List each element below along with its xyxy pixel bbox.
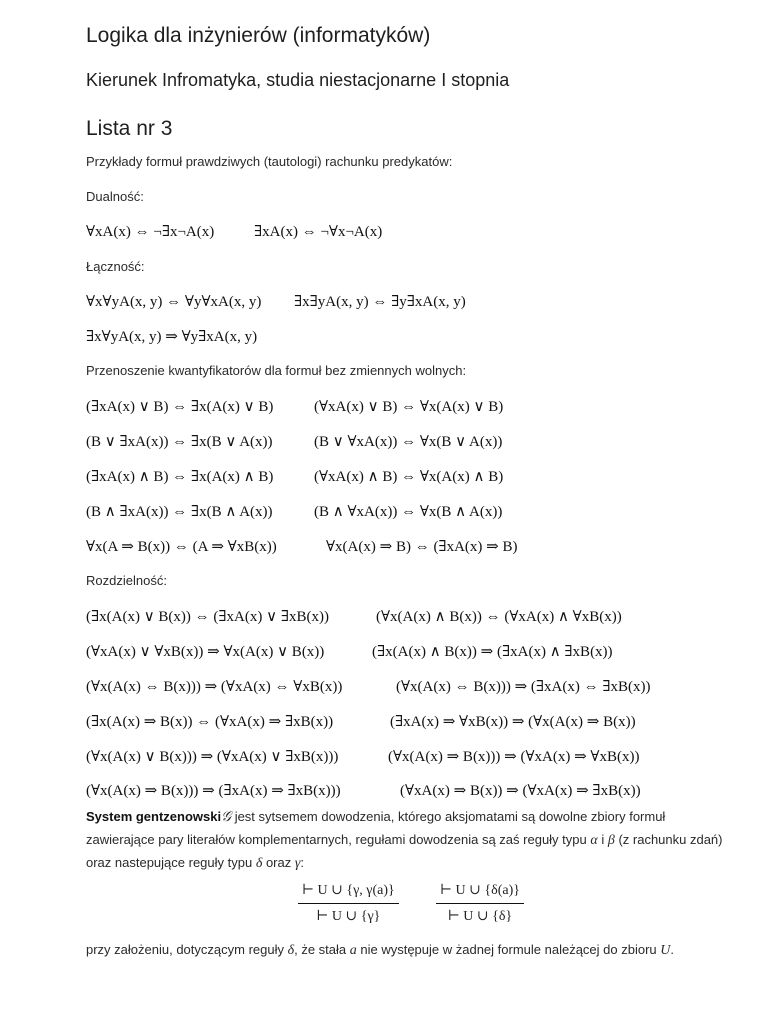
gentzen-system-term: System gentzenowski (86, 809, 222, 824)
delta-rule (436, 880, 524, 925)
moving-formula-b: (∀xA(x) ∨ B) ⇔ ∀x(A(x) ∨ B) (314, 399, 504, 415)
distributivity-label: Rozdzielność: (86, 573, 167, 588)
footer-text-3: nie występuje w żadnej formule należącej do zbioru (356, 942, 661, 957)
moving-row (86, 537, 518, 556)
list-title: Lista nr 3 (86, 117, 173, 140)
paragraph-text-2: i (597, 832, 608, 847)
symbol-g: 𝒢 (221, 810, 232, 825)
paragraph-text-1: jest sytsemem dowodzenia, którego aksjomatami są dowolne zbiory formuł zawierające pary literałów komplementarnych, regułami dowodzenia są zaś reguły typu (86, 809, 666, 847)
conjunction-formula-3: ∃x∀yA(x, y) ⇒ ∀y∃xA(x, y) (86, 329, 258, 345)
duality-label: Dualność: (86, 189, 144, 204)
footer-text-2: , że stała (294, 942, 350, 957)
footer-symbol-a: a (349, 943, 357, 958)
distributivity-formula-b: (∀xA(x) ⇒ B(x)) ⇒ (∀xA(x) ⇒ ∃xB(x)) (400, 783, 641, 799)
paragraph-text-5: : (300, 855, 305, 870)
moving-formula-a: (∃xA(x) ∨ B) ⇔ ∃x(A(x) ∨ B) (86, 399, 274, 415)
symbol-beta: β (607, 833, 615, 848)
distributivity-formula-b: (∀x(A(x) ⇔ B(x))) ⇒ (∃xA(x) ⇔ ∃xB(x)) (396, 679, 651, 695)
conjunction-formula-1: ∀x∀yA(x, y) ⇔ ∀y∀xA(x, y) (86, 294, 262, 310)
distributivity-formula-a: (∃x(A(x) ⇒ B(x)) ⇔ (∀xA(x) ⇒ ∃xB(x)) (86, 714, 334, 730)
moving-formula-b: (∀xA(x) ∧ B) ⇔ ∀x(A(x) ∧ B) (314, 469, 504, 485)
footer-text-4: . (670, 942, 675, 957)
moving-formula-b: (B ∨ ∀xA(x)) ⇔ ∀x(B ∨ A(x)) (314, 434, 503, 450)
gamma-rule (298, 880, 399, 925)
moving-formula-a: ∀x(A ⇒ B(x)) ⇔ (A ⇒ ∀xB(x)) (86, 539, 277, 555)
distributivity-row (86, 781, 641, 800)
gamma-rule-conclusion: ⊢ U ∪ {γ} (316, 909, 381, 924)
distributivity-row (86, 712, 636, 731)
distributivity-row (86, 747, 640, 766)
paragraph-text-3: (z rachunku zdań) oraz nastepujące reguły typu (86, 832, 723, 870)
distributivity-formula-b: (∀x(A(x) ∧ B(x)) ⇔ (∀xA(x) ∧ ∀xB(x)) (376, 609, 622, 625)
distributivity-formula-a: (∀xA(x) ∨ ∀xB(x)) ⇒ ∀x(A(x) ∨ B(x)) (86, 644, 325, 660)
moving-row (86, 397, 504, 416)
distributivity-formula-b: (∃x(A(x) ∧ B(x)) ⇒ (∃xA(x) ∧ ∃xB(x)) (372, 644, 613, 660)
footer-symbol-u: U (660, 943, 671, 958)
distributivity-row (86, 607, 622, 626)
distributivity-formula-b: (∃xA(x) ⇒ ∀xB(x)) ⇒ (∀x(A(x) ⇒ B(x)) (390, 714, 636, 730)
footer-note (86, 942, 674, 959)
distributivity-formula-b: (∀x(A(x) ⇒ B(x))) ⇒ (∀xA(x) ⇒ ∀xB(x)) (388, 749, 640, 765)
course-title: Logika dla inżynierów (informatyków) (86, 24, 431, 47)
symbol-gamma: γ (294, 856, 301, 871)
conjunction-formula-2: ∃x∃yA(x, y) ⇔ ∃y∃xA(x, y) (294, 294, 466, 310)
moving-row (86, 502, 503, 521)
paragraph-text-4: oraz (262, 855, 295, 870)
distributivity-formula-a: (∃x(A(x) ∨ B(x)) ⇔ (∃xA(x) ∨ ∃xB(x)) (86, 609, 329, 625)
conjunction-label: Łączność: (86, 259, 145, 274)
distributivity-formula-a: (∀x(A(x) ∨ B(x))) ⇒ (∀xA(x) ∨ ∃xB(x))) (86, 749, 339, 765)
distributivity-formula-a: (∀x(A(x) ⇒ B(x))) ⇒ (∃xA(x) ⇒ ∃xB(x))) (86, 783, 341, 799)
moving-row (86, 467, 504, 486)
distributivity-row (86, 642, 613, 661)
delta-rule-premise: ⊢ U ∪ {δ(a)} (440, 883, 520, 898)
conjunction-row-2 (86, 327, 257, 346)
course-subtitle: Kierunek Infromatyka, studia niestacjonarne I stopnia (86, 70, 510, 90)
duality-formula-1: ∀xA(x) ⇔ ¬∃x¬A(x) (86, 224, 215, 240)
duality-formulas (86, 222, 383, 241)
moving-formula-b: ∀x(A(x) ⇒ B) ⇔ (∃xA(x) ⇒ B) (326, 539, 518, 555)
gamma-rule-premise: ⊢ U ∪ {γ, γ(a)} (302, 883, 395, 898)
delta-rule-conclusion: ⊢ U ∪ {δ} (447, 909, 513, 924)
intro-text: Przykłady formuł prawdziwych (tautologi) rachunku predykatów: (86, 154, 453, 169)
footer-text-1: przy założeniu, dotyczącym reguły (86, 942, 288, 957)
symbol-delta: δ (255, 856, 263, 871)
moving-formula-b: (B ∧ ∀xA(x)) ⇔ ∀x(B ∧ A(x)) (314, 504, 503, 520)
gentzen-system-paragraph (86, 806, 736, 875)
moving-formula-a: (B ∧ ∃xA(x)) ⇔ ∃x(B ∧ A(x)) (86, 504, 273, 520)
moving-formula-a: (∃xA(x) ∧ B) ⇔ ∃x(A(x) ∧ B) (86, 469, 274, 485)
moving-row (86, 432, 503, 451)
inference-rules (298, 880, 558, 930)
duality-formula-2: ∃xA(x) ⇔ ¬∀x¬A(x) (254, 224, 383, 240)
moving-label: Przenoszenie kwantyfikatorów dla formuł bez zmiennych wolnych: (86, 363, 467, 378)
moving-formula-a: (B ∨ ∃xA(x)) ⇔ ∃x(B ∨ A(x)) (86, 434, 273, 450)
distributivity-row (86, 677, 651, 696)
footer-symbol-delta: δ (287, 943, 295, 958)
distributivity-formula-a: (∀x(A(x) ⇔ B(x))) ⇒ (∀xA(x) ⇔ ∀xB(x)) (86, 679, 343, 695)
conjunction-row-1 (86, 292, 466, 311)
symbol-alpha: α (590, 833, 598, 848)
